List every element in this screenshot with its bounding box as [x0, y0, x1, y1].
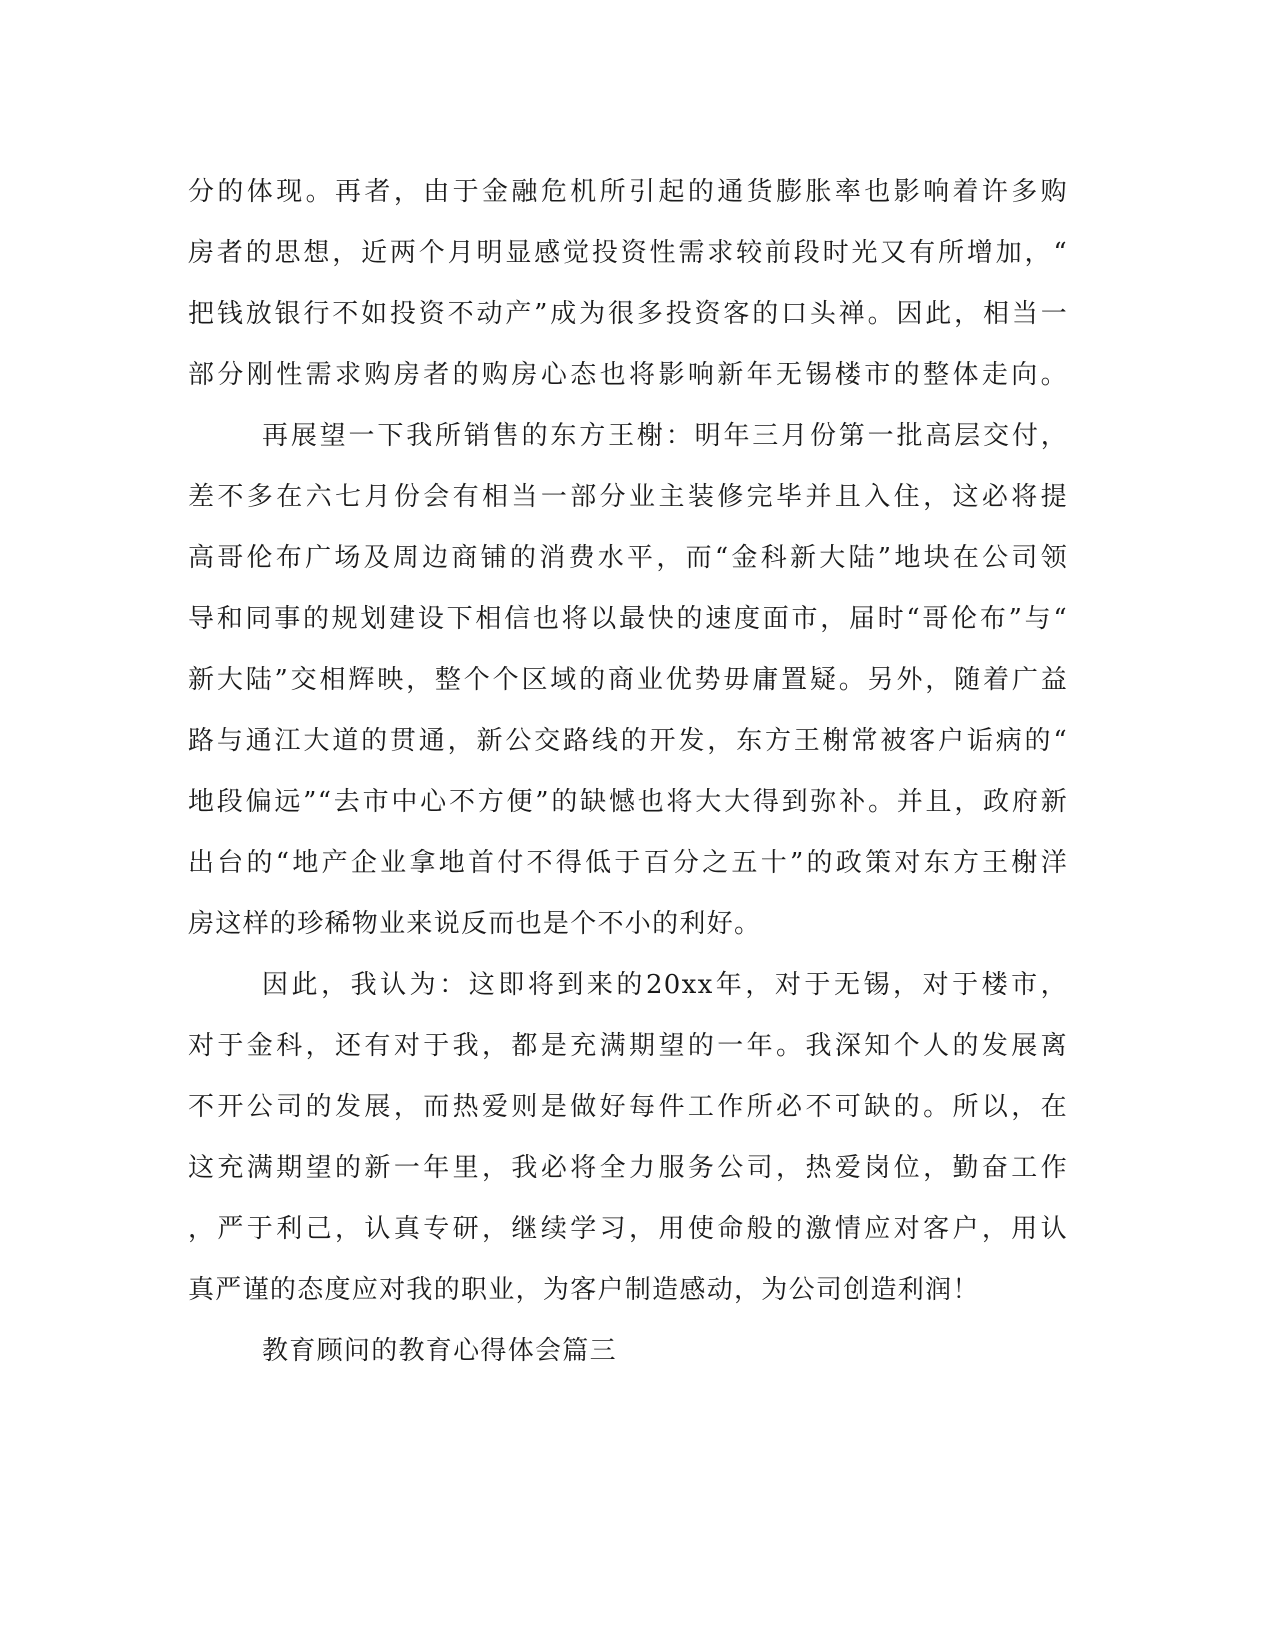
text-line: 教育顾问的教育心得体会篇三	[262, 1336, 617, 1366]
text-line: 导和同事的规划建设下相信也将以最快的速度面市，届时“哥伦布”与“	[188, 604, 1068, 634]
text-line: 把钱放银行不如投资不动产”成为很多投资客的口头禅。因此，相当一	[188, 299, 1068, 329]
paragraph-2	[188, 406, 1068, 955]
text-line: 对于金科，还有对于我，都是充满期望的一年。我深知个人的发展离	[188, 1031, 1068, 1061]
text-line: 地段偏远”“去市中心不方便”的缺憾也将大大得到弥补。并且，政府新	[188, 787, 1068, 817]
paragraph-3	[188, 955, 1068, 1321]
text-line: 这充满期望的新一年里，我必将全力服务公司，热爱岗位，勤奋工作	[188, 1153, 1068, 1183]
text-line: 房这样的珍稀物业来说反而也是个不小的利好。	[188, 909, 762, 939]
text-line: 出台的“地产企业拿地首付不得低于百分之五十”的政策对东方王榭洋	[188, 848, 1068, 878]
text-line: 不开公司的发展，而热爱则是做好每件工作所必不可缺的。所以，在	[188, 1092, 1068, 1122]
text-line: ，严于利己，认真专研，继续学习，用使命般的激情应对客户，用认	[188, 1214, 1068, 1244]
text-line: 路与通江大道的贯通，新公交路线的开发，东方王榭常被客户诟病的“	[188, 726, 1068, 756]
section-heading	[188, 1321, 1068, 1382]
text-line: 房者的思想，近两个月明显感觉投资性需求较前段时光又有所增加，“	[188, 238, 1068, 268]
text-line: 真严谨的态度应对我的职业，为客户制造感动，为公司创造利润！	[188, 1275, 980, 1305]
text-line: 部分刚性需求购房者的购房心态也将影响新年无锡楼市的整体走向。	[188, 360, 1068, 390]
paragraph-1	[188, 162, 1068, 406]
document-body	[188, 162, 1068, 1382]
text-line: 高哥伦布广场及周边商铺的消费水平，而“金科新大陆”地块在公司领	[188, 543, 1068, 573]
text-line: 新大陆”交相辉映，整个个区域的商业优势毋庸置疑。另外，随着广益	[188, 665, 1068, 695]
text-line: 差不多在六七月份会有相当一部分业主装修完毕并且入住，这必将提	[188, 482, 1068, 512]
text-line: 再展望一下我所销售的东方王榭：明年三月份第一批高层交付，	[262, 421, 1068, 451]
text-line: 分的体现。再者，由于金融危机所引起的通货膨胀率也影响着许多购	[188, 177, 1068, 207]
text-line: 因此，我认为：这即将到来的20xx年，对于无锡，对于楼市，	[262, 970, 1068, 1000]
